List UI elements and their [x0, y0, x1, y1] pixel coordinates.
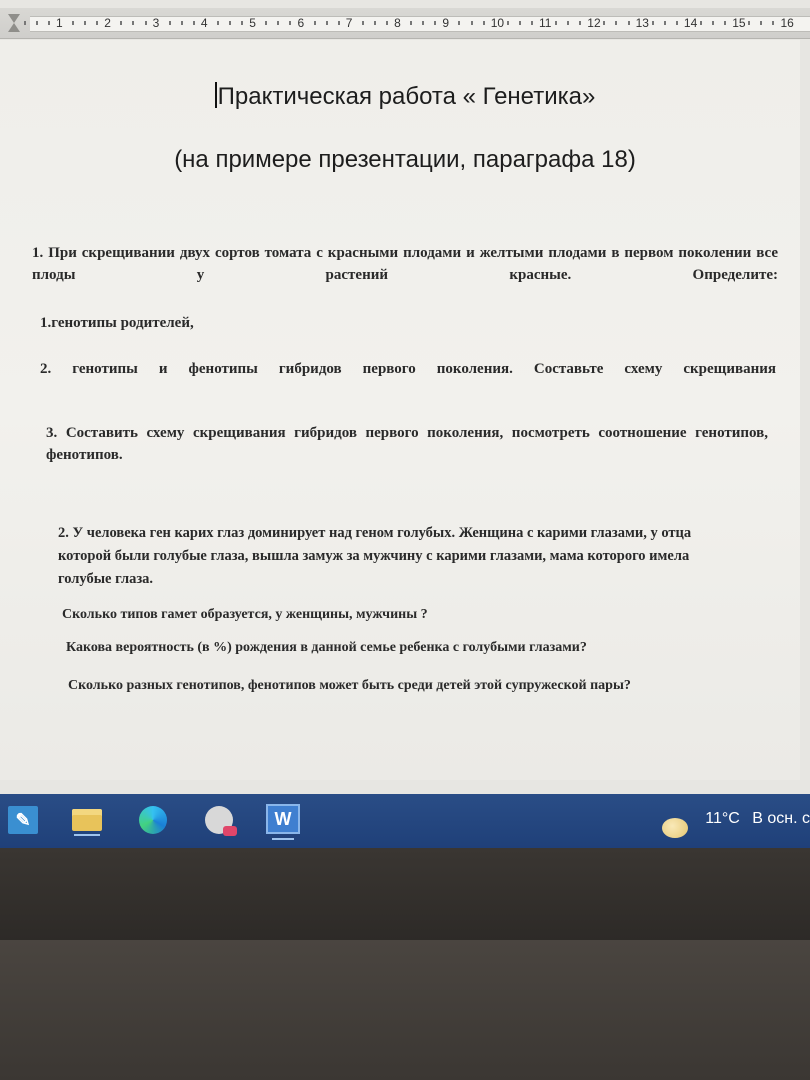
- ruler-tick: [132, 21, 134, 25]
- ruler-tick: [615, 21, 617, 25]
- word-app-icon[interactable]: W: [266, 804, 300, 834]
- ruler-number: 11: [539, 16, 552, 30]
- ruler-tick: [229, 21, 231, 25]
- ruler-number: 15: [732, 16, 746, 30]
- ruler-tick: [603, 21, 605, 25]
- ruler-tick: [181, 21, 183, 25]
- ruler-tick: [338, 21, 340, 25]
- ruler-tick: [507, 21, 509, 25]
- chat-app-icon[interactable]: [202, 804, 236, 836]
- ruler-tick: [760, 21, 762, 25]
- ruler-tick: [664, 21, 666, 25]
- ruler-number: 16: [780, 16, 794, 30]
- ruler-tick: [277, 21, 279, 25]
- ruler-tick: [748, 21, 750, 25]
- ruler-tick: [145, 21, 147, 25]
- ruler-tick: [96, 21, 98, 25]
- ruler-number: 10: [490, 16, 505, 30]
- ruler-tick: [24, 21, 26, 25]
- task1-intro: 1. При скрещивании двух сортов томата с красными плодами и желтыми плодами в первом поколении все плоды у растений красные. Определите:: [32, 245, 778, 283]
- ruler-tick: [458, 21, 460, 25]
- ruler-tick: [265, 21, 267, 25]
- ruler-tick: [652, 21, 654, 25]
- task2-question2: Какова вероятность (в %) рождения в данной семье ребенка с голубыми глазами?: [66, 640, 587, 655]
- file-explorer-icon[interactable]: [70, 804, 104, 836]
- ruler-tick: [531, 21, 533, 25]
- ruler-tick: [241, 21, 243, 25]
- weather-cloud-icon: [662, 818, 688, 838]
- ruler-number: 4: [200, 16, 208, 30]
- ruler-tick: [483, 21, 485, 25]
- ruler-tick: [289, 21, 291, 25]
- document-title: Практическая работа « Генетика»: [0, 82, 810, 111]
- ruler-tick: [772, 21, 774, 25]
- ruler-number: 14: [683, 16, 698, 30]
- text-cursor: [215, 82, 217, 108]
- ruler-tick: [519, 21, 521, 25]
- ruler-tick: [386, 21, 388, 25]
- document-subtitle: (на примере презентации, параграфа 18): [174, 146, 636, 173]
- ruler-tick: [410, 21, 412, 25]
- ruler-number: 1: [56, 16, 63, 30]
- ruler-tick: [169, 21, 171, 25]
- monitor-stand-edge: [0, 940, 810, 1080]
- ruler-number: 12: [587, 16, 601, 30]
- ruler-tick: [434, 21, 436, 25]
- weather-widget[interactable]: [705, 810, 810, 828]
- ruler-tick: [471, 21, 473, 25]
- indent-marker-icon[interactable]: [8, 14, 20, 32]
- task1-item1: 1.генотипы родителей,: [40, 315, 194, 331]
- task1-item2: 2. генотипы и фенотипы гибридов первого поколения. Составьте схему скрещивания: [40, 361, 776, 377]
- snipping-tool-icon[interactable]: ✎: [8, 806, 38, 834]
- edge-browser-icon[interactable]: [136, 804, 170, 836]
- ruler-tick: [567, 21, 569, 25]
- ruler-number: 13: [635, 16, 649, 30]
- ruler-tick: [422, 21, 424, 25]
- horizontal-ruler[interactable]: [0, 8, 810, 39]
- ruler-tick: [72, 21, 74, 25]
- ruler-number: 6: [297, 16, 305, 30]
- ruler-tick: [217, 21, 219, 25]
- windows-taskbar: [0, 794, 810, 848]
- ruler-tick: [676, 21, 678, 25]
- ruler-number: 2: [104, 16, 111, 30]
- ruler-number: 8: [394, 16, 401, 30]
- ruler-tick: [579, 21, 581, 25]
- task2-question1: Сколько типов гамет образуется, у женщины, мужчины ?: [62, 607, 428, 622]
- weather-temperature: 11°C: [705, 810, 740, 827]
- ruler-tick: [326, 21, 328, 25]
- ruler-tick: [628, 21, 630, 25]
- ruler-tick: [314, 21, 316, 25]
- ruler-tick: [120, 21, 122, 25]
- ruler-tick: [555, 21, 557, 25]
- ruler-tick: [374, 21, 376, 25]
- ruler-number: 9: [442, 16, 450, 30]
- ruler-tick: [724, 21, 726, 25]
- ruler-tick: [48, 21, 50, 25]
- ruler-tick: [362, 21, 364, 25]
- task1-item3: 3. Составить схему скрещивания гибридов первого поколения, посмотреть соотношение генотипов, фенотипов.: [46, 425, 768, 463]
- ruler-tick: [36, 21, 38, 25]
- ruler-tick: [193, 21, 195, 25]
- weather-description: В осн. с: [752, 810, 810, 827]
- ruler-tick: [700, 21, 702, 25]
- task2-question3: Сколько разных генотипов, фенотипов может быть среди детей этой супружеской пары?: [68, 678, 631, 693]
- task2-intro: 2. У человека ген карих глаз доминирует над геном голубых. Женщина с карими глазами, у отца которой были голубые глаза, вышла замуж за мужчину с карими глазами, мама которого имела голубые глаза.: [58, 525, 692, 587]
- ruler-tick: [712, 21, 714, 25]
- ruler-tick: [84, 21, 86, 25]
- ruler-number: 7: [345, 16, 353, 30]
- ruler-number: 3: [152, 16, 160, 30]
- ruler-number: 5: [249, 16, 256, 30]
